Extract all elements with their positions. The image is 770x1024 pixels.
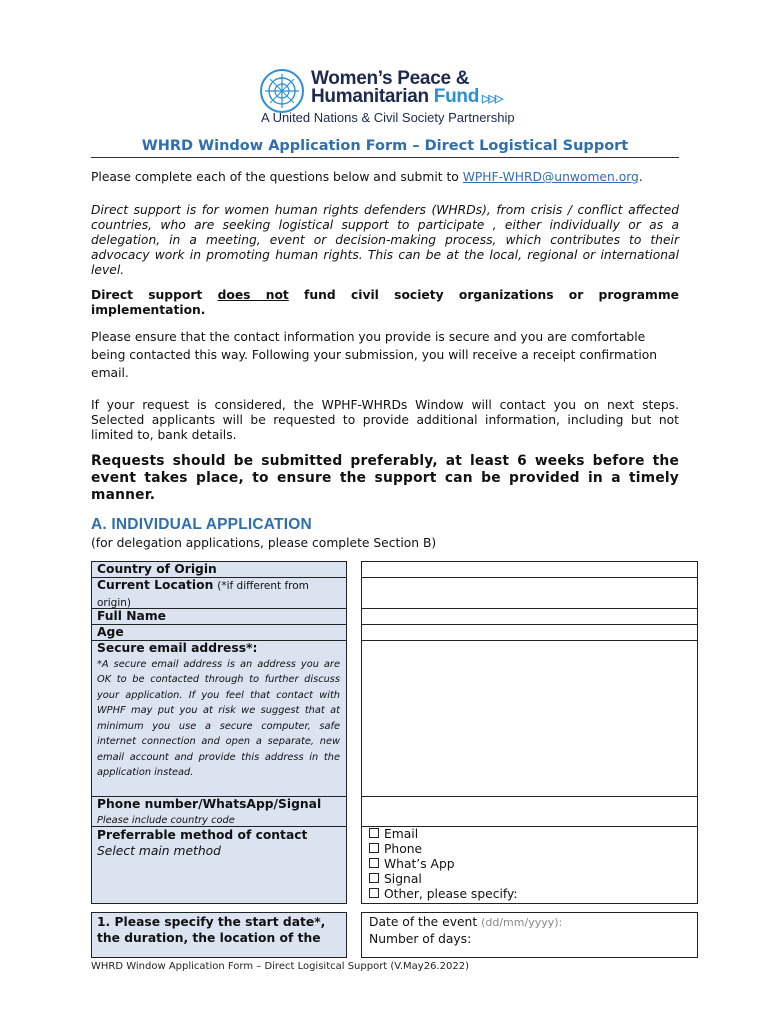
country-label-text: Country of Origin — [97, 562, 217, 576]
logo-subtitle: A United Nations & Civil Society Partnership — [261, 110, 515, 125]
intro-end: . — [638, 170, 643, 184]
option-whatsapp-checkbox[interactable] — [369, 857, 518, 872]
logo-title-line1: Women’s Peace & — [311, 68, 470, 89]
contact-label-note: Select main method — [97, 843, 221, 858]
question1-label: 1. Please specify the start date*, the duration, the location of the — [97, 915, 326, 945]
secure-email-field[interactable] — [361, 640, 698, 797]
exclusion-emphasis: does not — [217, 288, 289, 302]
phone-label — [97, 797, 340, 828]
option-label: Email — [384, 827, 419, 841]
exclusion-text-a: Direct support — [91, 288, 218, 302]
contact-method-options — [369, 827, 518, 902]
contact-label-text: Preferrable method of contact — [97, 828, 308, 842]
email-label — [97, 641, 340, 781]
checkbox-icon[interactable] — [369, 873, 379, 883]
intro-paragraph — [91, 170, 679, 185]
option-label: Signal — [384, 872, 422, 886]
option-phone-checkbox[interactable] — [369, 842, 518, 857]
location-label-note: (*if different from origin) — [97, 580, 309, 609]
phone-label-text: Phone number/WhatsApp/Signal — [97, 797, 322, 811]
age-label-text: Age — [97, 625, 124, 639]
location-label — [97, 578, 340, 611]
email-label-note: *A secure email address is an address you are OK to be contacted through to further discuss your application. If you feel that contact with WPHF may put you at risk we suggest that at minimum you use a secure computer, safe internet connection and open a separate, new email account and provide this address in the application instead. — [97, 658, 340, 778]
option-label: What’s App — [384, 857, 455, 871]
deadline-paragraph: Requests should be submitted preferably, at least 6 weeks before the event takes place, to ensure the support can be provided in a timely manner. — [91, 453, 679, 503]
full-name-field[interactable] — [361, 608, 698, 625]
phone-label-note: Please include country code — [97, 814, 235, 826]
page-footer: WHRD Window Application Form – Direct Logisitcal Support (V.May26.2022) — [91, 961, 469, 972]
arrows-icon: ▷▷▷ — [482, 93, 502, 105]
phone-number-field[interactable] — [361, 796, 698, 827]
un-emblem-icon — [259, 68, 305, 114]
country-label — [97, 562, 340, 578]
email-label-text: Secure email address*: — [97, 641, 258, 655]
intro-text: Please complete each of the questions below and submit to — [91, 170, 463, 184]
checkbox-icon[interactable] — [369, 843, 379, 853]
option-signal-checkbox[interactable] — [369, 872, 518, 887]
full-name-label-text: Full Name — [97, 609, 166, 623]
current-location-field[interactable] — [361, 577, 698, 609]
title-divider — [91, 157, 679, 158]
checkbox-icon[interactable] — [369, 828, 379, 838]
contact-security-paragraph: Please ensure that the contact information you provide is secure and you are comfortable being contacted this way. Following your submission, you will receive a receipt confirmation email. — [91, 330, 658, 380]
section-a-heading: A. INDIVIDUAL APPLICATION — [91, 516, 312, 533]
full-name-label — [97, 609, 340, 625]
event-date-hint: (dd/mm/yyyy): — [481, 916, 563, 929]
age-label — [97, 625, 340, 641]
logo-title-humanitarian: Humanitarian — [311, 86, 434, 107]
section-a-note: (for delegation applications, please complete Section B) — [91, 536, 437, 550]
option-label: Other, please specify: — [384, 887, 518, 901]
location-label-text: Current Location — [97, 578, 214, 592]
direct-support-description: Direct support is for women human rights defenders (WHRDs), from crisis / conflict affected countries, who are seeking logistical support to participate , either individually or as a delegation, in a meeting, event or decision-making process, which contributes to their advocacy work in promoting human rights. This can be at the local, regional or international level. — [91, 203, 679, 277]
form-title: WHRD Window Application Form – Direct Logistical Support — [141, 138, 629, 154]
exclusion-paragraph — [91, 288, 679, 318]
event-date-label: Date of the event — [369, 915, 482, 929]
checkbox-icon[interactable] — [369, 858, 379, 868]
contact-label — [97, 828, 340, 859]
next-steps-paragraph: If your request is considered, the WPHF-WHRDs Window will contact you on next steps. Selected applicants will be requested to provide additional information, including but not limited to, bank details. — [91, 398, 679, 442]
submission-email-link[interactable]: WPHF-WHRD@unwomen.org — [462, 170, 639, 184]
logo-title-line2 — [311, 86, 501, 108]
number-of-days-field[interactable]: Number of days: — [369, 932, 472, 946]
checkbox-icon[interactable] — [369, 888, 379, 898]
option-email-checkbox[interactable] — [369, 827, 518, 842]
country-of-origin-field[interactable] — [361, 561, 698, 578]
option-other-checkbox[interactable] — [369, 887, 518, 902]
option-label: Phone — [384, 842, 423, 856]
event-date-field[interactable] — [369, 915, 562, 929]
age-field[interactable] — [361, 624, 698, 641]
exclusion-text-b: fund civil society organizations or programme implementation. — [91, 288, 679, 317]
logo-title-fund: Fund — [433, 86, 480, 107]
wphf-logo — [259, 66, 519, 130]
